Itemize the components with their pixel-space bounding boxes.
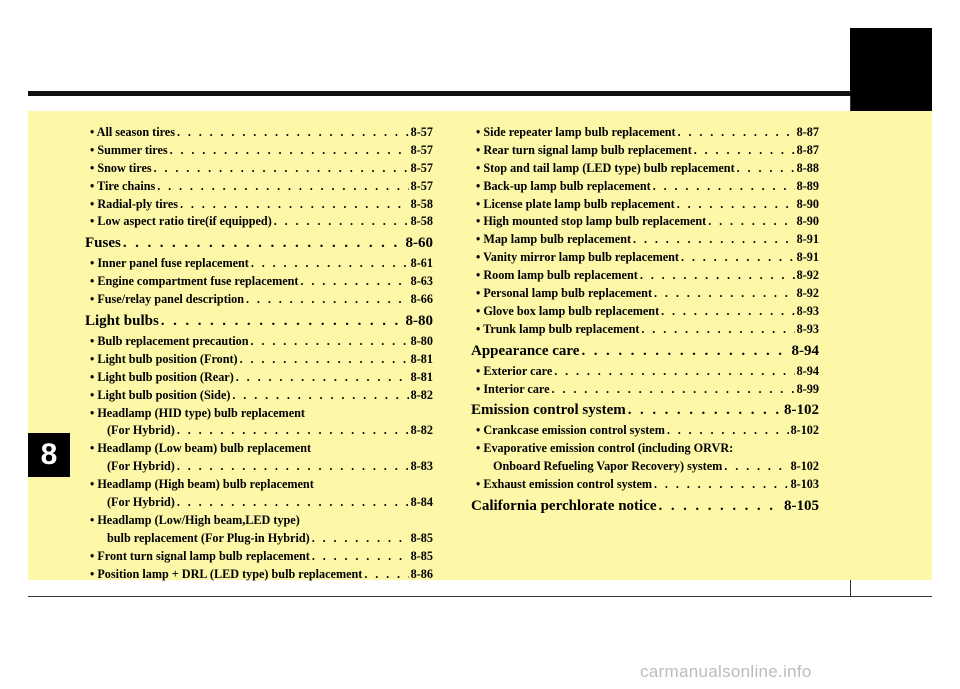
toc-entry[interactable] (85, 440, 433, 458)
toc-entry-title: • Interior care (476, 381, 550, 396)
toc-entry-title: • Bulb replacement precaution (90, 334, 249, 349)
dot-leader (581, 339, 789, 363)
toc-entry-title: bulb replacement (For Plug-in Hybrid) (107, 530, 310, 545)
toc-entry-title: • Vanity mirror lamp bulb replacement (476, 250, 679, 265)
toc-entry[interactable] (85, 142, 433, 160)
toc-entry[interactable] (85, 387, 433, 405)
toc-page-number: 8-89 (796, 178, 819, 193)
dot-leader (177, 494, 409, 512)
toc-page-number: 8-83 (410, 459, 433, 474)
toc-page-number: 8-84 (410, 495, 433, 510)
dot-leader (161, 309, 404, 333)
toc-page-number: 8-63 (410, 274, 433, 289)
toc-entry-title: • Summer tires (90, 142, 168, 157)
dot-leader (312, 530, 409, 548)
dot-leader (177, 458, 409, 476)
toc-entry-title: • Headlamp (Low/High beam,LED type) (90, 512, 300, 527)
dot-leader (177, 124, 409, 142)
toc-entry-title: (For Hybrid) (107, 495, 175, 510)
toc-entry[interactable] (85, 213, 433, 231)
toc-entry-title: Onboard Refueling Vapor Recovery) system (493, 459, 723, 474)
dot-leader (677, 196, 795, 214)
chapter-tab: 8 (28, 433, 70, 477)
toc-page-number: 8-91 (796, 232, 819, 247)
toc-entry-title: • Engine compartment fuse replacement (90, 274, 299, 289)
toc-entry-continuation[interactable] (85, 494, 433, 512)
toc-entry[interactable] (471, 160, 819, 178)
dot-leader (251, 255, 409, 273)
toc-entry[interactable] (471, 363, 819, 381)
toc-entry-title: California perchlorate notice (471, 498, 657, 515)
dot-leader (737, 160, 795, 178)
toc-page-number: 8-105 (784, 498, 819, 515)
toc-entry-title: • Exhaust emission control system (476, 477, 653, 492)
toc-entry-title: • Light bulb position (Front) (90, 351, 238, 366)
toc-page-number: 8-91 (796, 250, 819, 265)
toc-entry-title: • Rear turn signal lamp bulb replacement (476, 142, 692, 157)
dot-leader (661, 303, 795, 321)
toc-page-number: 8-66 (410, 292, 433, 307)
top-rule (28, 91, 850, 96)
toc-entry-title: • Headlamp (High beam) bulb replacement (90, 477, 314, 492)
toc-right-column (471, 124, 819, 518)
toc-entry-continuation[interactable] (85, 422, 433, 440)
toc-entry-title: • Glove box lamp bulb replacement (476, 303, 660, 318)
toc-entry[interactable] (85, 255, 433, 273)
toc-page-number: 8-102 (790, 459, 819, 474)
toc-page-number: 8-87 (796, 125, 819, 139)
toc-page-number: 8-80 (410, 334, 433, 349)
dot-leader (157, 178, 408, 196)
toc-entry-title: • Light bulb position (Rear) (90, 369, 234, 384)
dot-leader (667, 422, 789, 440)
toc-entry[interactable] (471, 267, 819, 285)
toc-page-number: 8-99 (796, 381, 819, 396)
toc-entry-title: (For Hybrid) (107, 459, 175, 474)
toc-entry[interactable] (85, 566, 433, 584)
toc-entry[interactable] (85, 333, 433, 351)
dot-leader (678, 124, 795, 142)
toc-entry-title: • Crankcase emission control system (476, 423, 665, 438)
toc-page-number: 8-85 (410, 548, 433, 563)
toc-page-number: 8-102 (784, 402, 819, 419)
toc-section-entry[interactable] (471, 339, 819, 363)
toc-page-number: 8-61 (410, 256, 433, 271)
toc-page-number: 8-93 (796, 303, 819, 318)
dot-leader (653, 178, 795, 196)
toc-entry[interactable] (471, 249, 819, 267)
toc-entry[interactable] (85, 291, 433, 309)
toc-page-number: 8-92 (796, 268, 819, 283)
toc-page-number: 8-57 (410, 125, 433, 139)
toc-entry[interactable] (471, 213, 819, 231)
toc-page-number: 8-57 (410, 142, 433, 157)
toc-entry[interactable] (471, 142, 819, 160)
toc-entry-title: (For Hybrid) (107, 423, 175, 438)
dot-leader (301, 273, 409, 291)
toc-entry[interactable] (85, 273, 433, 291)
toc-entry-title: • License plate lamp bulb replacement (476, 196, 675, 211)
toc-entry[interactable] (471, 476, 819, 494)
toc-page-number: 8-58 (410, 214, 433, 229)
toc-entry-title: • Trunk lamp bulb replacement (476, 321, 640, 336)
toc-entry[interactable] (471, 178, 819, 196)
toc-entry-title: • Map lamp bulb replacement (476, 232, 632, 247)
toc-entry[interactable] (85, 178, 433, 196)
toc-entry-title: • Back-up lamp bulb replacement (476, 178, 651, 193)
toc-page-number: 8-90 (796, 214, 819, 229)
dot-leader (640, 267, 795, 285)
dot-leader (177, 422, 409, 440)
toc-entry[interactable] (85, 405, 433, 423)
toc-entry-title: Appearance care (471, 342, 580, 359)
toc-page-number: 8-92 (796, 286, 819, 301)
toc-entry-title: • Position lamp + DRL (LED type) bulb replacement (90, 566, 363, 581)
toc-page-number: 8-103 (790, 477, 819, 492)
toc-entry-continuation[interactable] (471, 458, 819, 476)
toc-page-number: 8-93 (796, 321, 819, 336)
toc-page-number: 8-85 (410, 530, 433, 545)
toc-entry-title: • Tire chains (90, 178, 156, 193)
toc-entry[interactable] (471, 321, 819, 339)
dot-leader (240, 351, 409, 369)
toc-page-number: 8-57 (410, 178, 433, 193)
toc-entry-title: • Exterior care (476, 363, 553, 378)
toc-section-entry[interactable] (85, 309, 433, 333)
dot-leader (170, 142, 409, 160)
dot-leader (180, 196, 409, 214)
dot-leader (654, 476, 789, 494)
toc-page-number: 8-81 (410, 351, 433, 366)
dot-leader (654, 285, 795, 303)
toc-page-number: 8-86 (410, 566, 433, 581)
toc-entry[interactable] (471, 303, 819, 321)
toc-entry[interactable] (85, 512, 433, 530)
toc-entry-continuation[interactable] (85, 458, 433, 476)
toc-entry[interactable] (85, 124, 433, 142)
toc-entry[interactable] (85, 351, 433, 369)
dot-leader (694, 142, 795, 160)
toc-entry-title: • Low aspect ratio tire(if equipped) (90, 214, 272, 229)
toc-entry[interactable] (471, 124, 819, 142)
toc-entry[interactable] (471, 231, 819, 249)
toc-entry-title: • Snow tires (90, 160, 152, 175)
toc-page-number: 8-94 (791, 342, 819, 359)
dot-leader (641, 321, 794, 339)
toc-page-number: 8-90 (796, 196, 819, 211)
toc-section-entry[interactable] (471, 494, 819, 518)
toc-entry-title: • Headlamp (HID type) bulb replacement (90, 405, 305, 420)
dot-leader (154, 160, 409, 178)
toc-entry-title: • Headlamp (Low beam) bulb replacement (90, 441, 312, 456)
toc-entry-title: • Room lamp bulb replacement (476, 268, 638, 283)
toc-entry[interactable] (85, 476, 433, 494)
dot-leader (364, 566, 408, 584)
toc-page-number: 8-87 (796, 142, 819, 157)
dot-leader (232, 387, 408, 405)
toc-entry[interactable] (471, 381, 819, 399)
toc-entry-continuation[interactable] (85, 530, 433, 548)
toc-page-number: 8-81 (410, 369, 433, 384)
toc-entry-title: • Light bulb position (Side) (90, 387, 231, 402)
toc-entry[interactable] (471, 422, 819, 440)
toc-entry[interactable] (471, 440, 819, 458)
toc-page-number: 8-57 (410, 160, 433, 175)
toc-entry-title: • High mounted stop lamp bulb replacement (476, 214, 707, 229)
toc-entry[interactable] (85, 196, 433, 214)
toc-entry-title: • Radial-ply tires (90, 196, 179, 211)
toc-entry[interactable] (471, 196, 819, 214)
toc-entry-title: • Front turn signal lamp bulb replacement (90, 548, 310, 563)
toc-entry-title: • Stop and tail lamp (LED type) bulb replacement (476, 160, 735, 175)
toc-section-entry[interactable] (85, 231, 433, 255)
dot-leader (633, 231, 795, 249)
dot-leader (628, 398, 782, 422)
dot-leader (659, 494, 782, 518)
toc-entry[interactable] (471, 285, 819, 303)
toc-entry-title: • Evaporative emission control (including ORVR: (476, 441, 734, 456)
watermark: carmanualsonline.info (640, 662, 812, 681)
toc-page-number: 8-94 (796, 363, 819, 378)
dot-leader (251, 333, 409, 351)
toc-page-number: 8-102 (790, 423, 819, 438)
toc-entry-title: • Personal lamp bulb replacement (476, 286, 653, 301)
toc-section-entry[interactable] (471, 398, 819, 422)
toc-entry[interactable] (85, 160, 433, 178)
dot-leader (681, 249, 795, 267)
toc-entry-title: Light bulbs (85, 313, 159, 330)
toc-entry[interactable] (85, 548, 433, 566)
dot-leader (123, 231, 404, 255)
toc-entry[interactable] (85, 369, 433, 387)
dot-leader (236, 369, 409, 387)
toc-entry-title: Emission control system (471, 402, 626, 419)
toc-page-number: 8-82 (410, 387, 433, 402)
toc-left-column (85, 124, 433, 583)
toc-page-number: 8-58 (410, 196, 433, 211)
toc-entry-title: Fuses (85, 235, 121, 252)
toc-page-number: 8-60 (405, 235, 433, 252)
dot-leader (708, 213, 794, 231)
toc-entry-title: • Side repeater lamp bulb replacement (476, 125, 676, 139)
dot-leader (554, 363, 794, 381)
dot-leader (552, 381, 795, 399)
toc-page-number: 8-88 (796, 160, 819, 175)
dot-leader (724, 458, 788, 476)
toc-entry-title: • All season tires (90, 125, 175, 139)
toc-entry-title: • Fuse/relay panel description (90, 292, 245, 307)
bottom-rule (28, 596, 932, 597)
toc-page-number: 8-80 (405, 313, 433, 330)
corner-tab (850, 28, 932, 111)
dot-leader (312, 548, 409, 566)
toc-page-number: 8-82 (410, 423, 433, 438)
dot-leader (274, 213, 409, 231)
toc-entry-title: • Inner panel fuse replacement (90, 256, 249, 271)
dot-leader (246, 291, 409, 309)
